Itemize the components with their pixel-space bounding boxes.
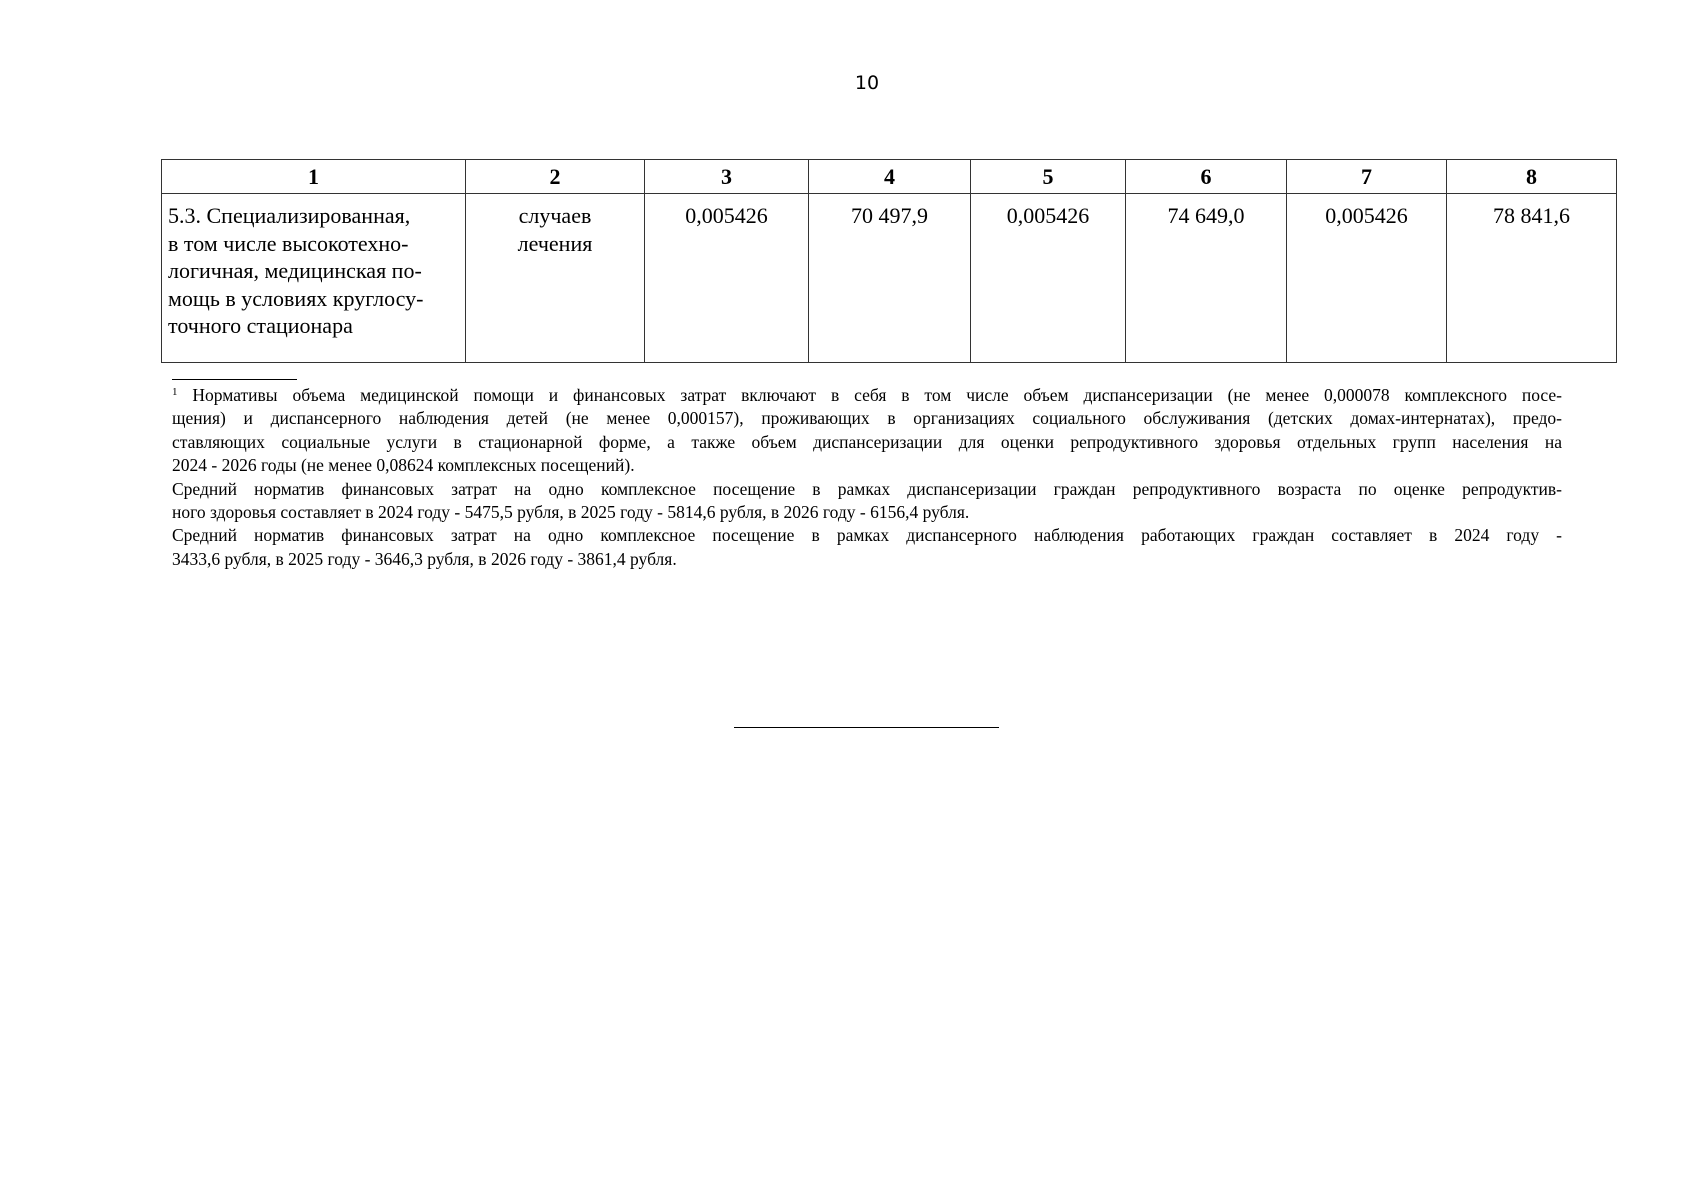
table-row (162, 194, 1617, 363)
column-header: 2 (466, 160, 645, 194)
column-header: 4 (809, 160, 971, 194)
footnote-line: 3433,6 рубля, в 2025 году - 3646,3 рубля, в 2026 году - 3861,4 рубля. (172, 548, 677, 569)
footnote-text: Нормативы объема медицинской помощи и финансовых затрат включают в себя в том числе объем диспансеризации (не менее 0,000078 комплексного посе- (177, 385, 1562, 405)
cell-line: логичная, медицинская по- (168, 258, 422, 283)
column-header: 3 (645, 160, 809, 194)
column-header: 7 (1287, 160, 1447, 194)
cell-line: 5.3. Специализированная, (168, 203, 411, 228)
value-cell: 78 841,6 (1447, 194, 1617, 363)
value-cell: 70 497,9 (809, 194, 971, 363)
column-header: 6 (1126, 160, 1287, 194)
column-header: 5 (971, 160, 1126, 194)
column-header: 8 (1447, 160, 1617, 194)
footnote (172, 381, 1562, 571)
table-header-row (162, 160, 1617, 194)
value-cell: 0,005426 (1287, 194, 1447, 363)
footnote-marker: 1 (172, 386, 178, 398)
column-header: 1 (162, 160, 466, 194)
footnote-line: Средний норматив финансовых затрат на одно комплексное посещение в рамках диспансерного наблюдения работающих граждан составляет в 2024 году - (172, 525, 1562, 546)
footnote-line: 2024 - 2026 годы (не менее 0,08624 комплексных посещений). (172, 455, 635, 476)
footnote-line: Средний норматив финансовых затрат на одно комплексное посещение в рамках диспансеризации граждан репродуктивного возраста по оценке репродуктив- (172, 478, 1562, 499)
unit-cell (466, 194, 645, 363)
cell-line: в том числе высокотехно- (168, 230, 409, 256)
value-cell: 0,005426 (971, 194, 1126, 363)
footnote-line: ставляющих социальные услуги в стационарной форме, а также объем диспансеризации для оценки репродуктивного здоровья отдельных групп населения на (172, 431, 1562, 452)
data-table (161, 159, 1617, 363)
cell-line: мощь в условиях круглосу- (168, 285, 424, 311)
footnote-line: ного здоровья составляет в 2024 году - 5475,5 рубля, в 2025 году - 5814,6 рубля, в 2026 году - 6156,4 рубля. (172, 502, 970, 523)
care-type-cell (162, 194, 466, 363)
cell-line: лечения (517, 230, 593, 256)
page-number: 10 (854, 72, 880, 94)
value-cell: 74 649,0 (1126, 194, 1287, 363)
footnote-separator (172, 379, 297, 380)
footnote-line: щения) и диспансерного наблюдения детей (не менее 0,000157), проживающих в организациях социального обслуживания (детских домах-интернатах), предо- (172, 408, 1562, 429)
value-cell: 0,005426 (645, 194, 809, 363)
cell-line: случаев (518, 203, 592, 228)
footnote-line (172, 381, 1562, 407)
cell-line: точного стационара (168, 313, 353, 338)
end-of-document-rule (734, 727, 999, 728)
